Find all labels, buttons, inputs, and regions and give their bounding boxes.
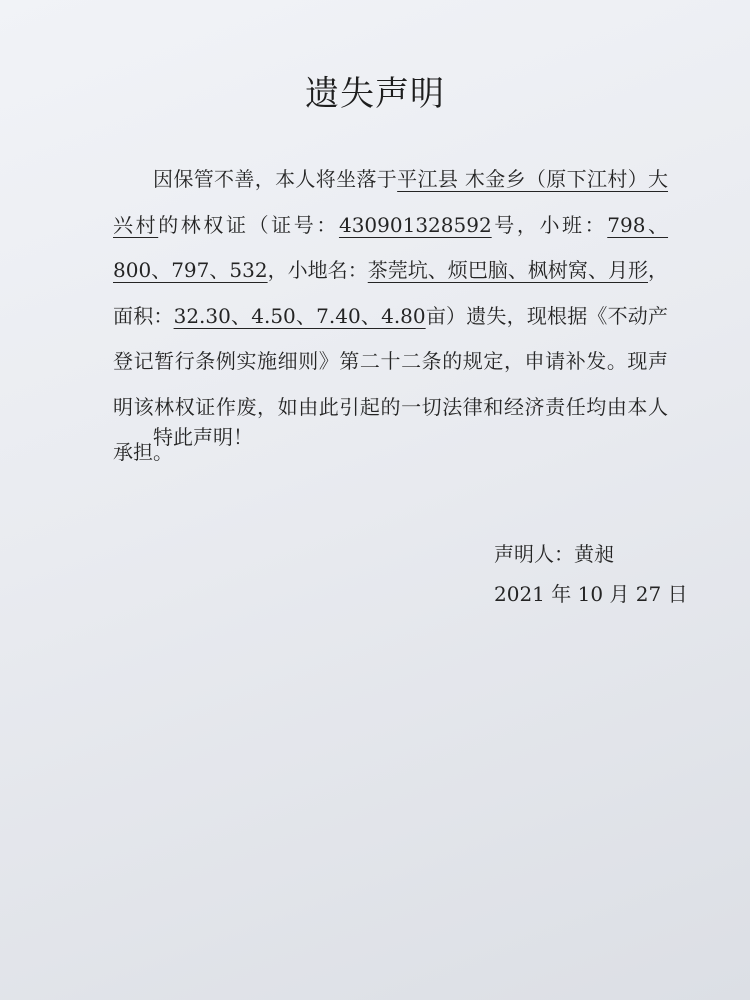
text-segment: 因保管不善，本人将坐落于 [153,167,398,191]
location-field: 平江县 木金乡（原下江村）大兴村 [113,167,669,237]
certificate-number-field: 430901328592 [338,212,492,237]
text-segment: 号，小班： [491,212,608,237]
signer-line: 声明人：黄昶 [494,542,614,566]
place-name-field: 茶莞坑、烦巴脑、枫树窝、月形 [367,258,649,282]
text-segment: 的林权证（证号： [158,212,339,237]
closing-statement: 特此声明！ [153,425,253,449]
document-title: 遗失声明 [305,74,445,114]
text-segment: ，面积： [113,258,669,328]
sub-plot-field: 798、800、797、532 [113,212,669,282]
area-field: 32.30、4.50、7.40、4.80 [173,303,426,328]
text-segment: ，小地名： [267,258,368,282]
text-segment: 亩）遗失，现根据《不动产登记暂行条例实施细则》第二十二条的规定，申请补发。现声明该林权证作废，如由此引起的一切法律和经济责任均由本人承担。 [113,303,669,464]
date-line: 2021 年 10 月 27 日 [494,582,688,606]
